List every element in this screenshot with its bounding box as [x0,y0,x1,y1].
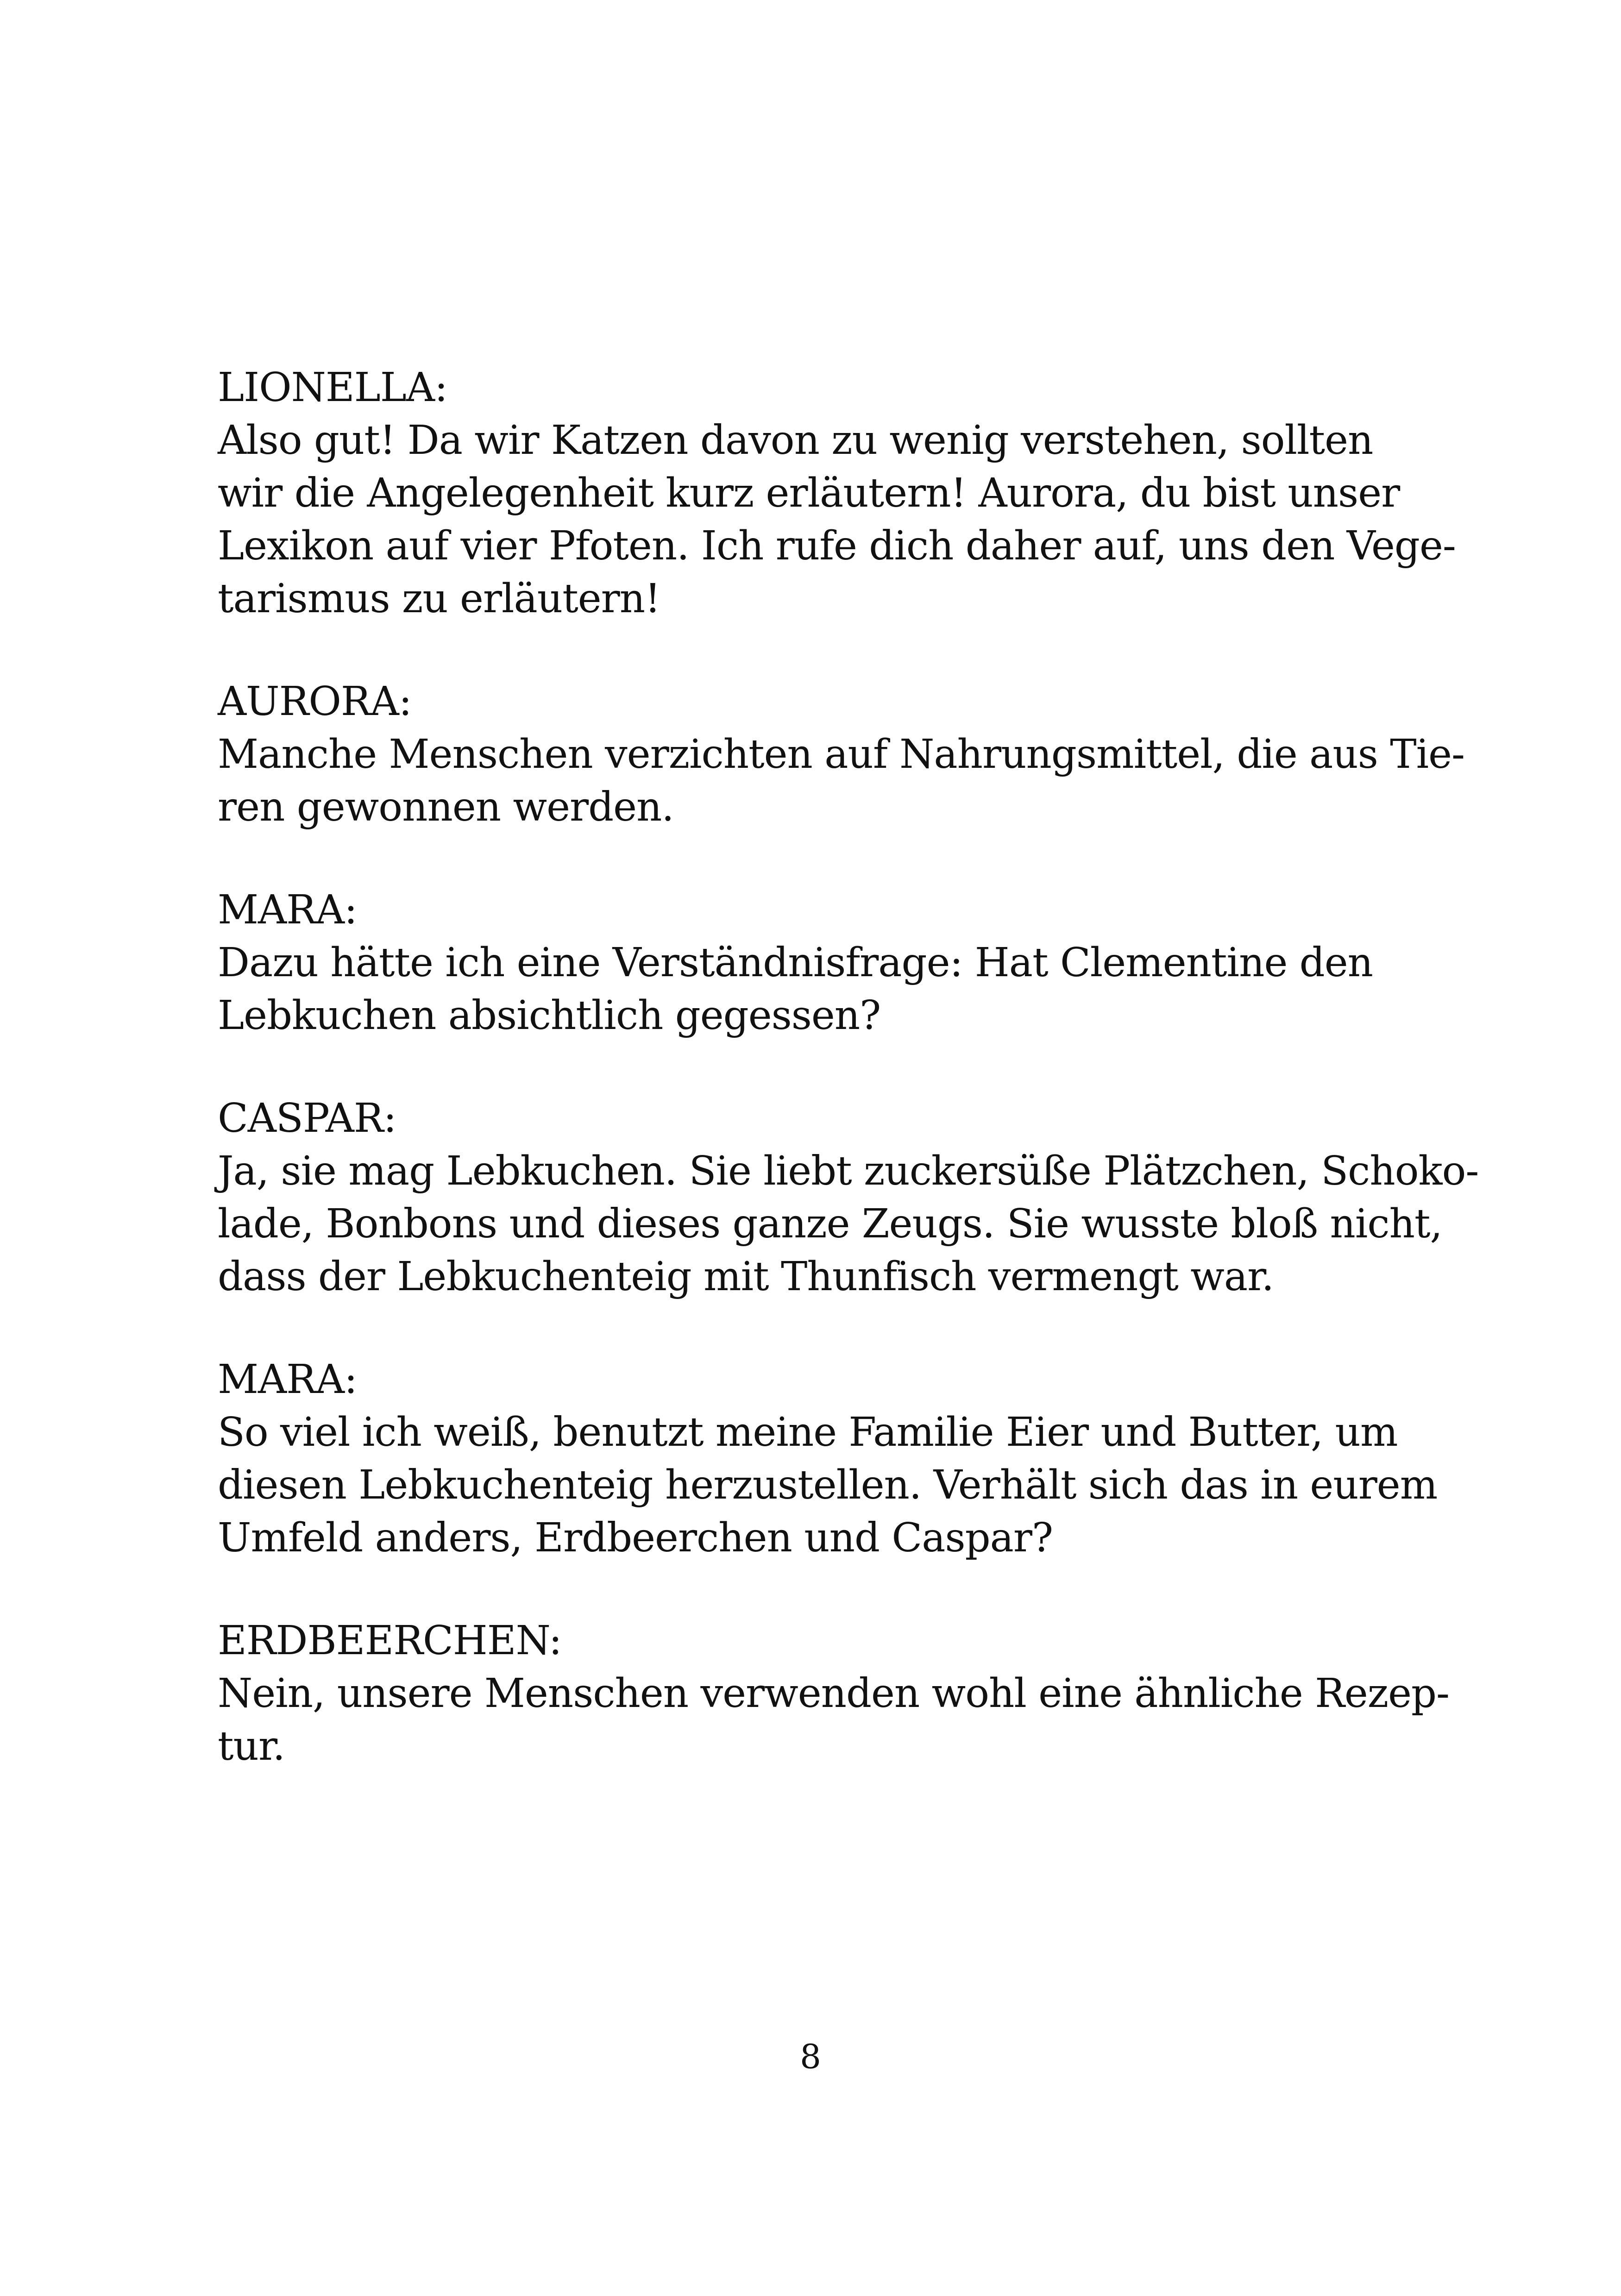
speaker-name: MARA: [218,1356,357,1403]
speaker-name: LIONELLA: [218,364,447,411]
dialogue-block-mara [218,884,1422,1042]
dialogue-body [218,361,1479,1823]
dialogue-line: Ja, sie mag Lebkuchen. Sie liebt zuckersüße Plätzchen, Schoko- [218,1148,1479,1194]
dialogue-line: Nein, unsere Menschen verwenden wohl eine ähnliche Rezep- [218,1670,1450,1717]
speaker-name: AURORA: [218,678,412,725]
dialogue-line: Also gut! Da wir Katzen davon zu wenig verstehen, sollten [218,417,1373,464]
speaker-name: ERDBEERCHEN: [218,1618,562,1664]
dialogue-line: tur. [218,1723,285,1769]
dialogue-line: So viel ich weiß, benutzt meine Familie Eier und Butter, um [218,1409,1398,1455]
speaker-name: MARA: [218,887,357,933]
dialogue-line: dass der Lebkuchenteig mit Thunfisch vermengt war. [218,1254,1274,1300]
dialogue-block-mara-2 [218,1353,1438,1564]
dialogue-line: ren gewonnen werden. [218,784,674,830]
dialogue-line: Lebkuchen absichtlich gegessen? [218,992,881,1039]
dialogue-line: diesen Lebkuchenteig herzustellen. Verhält sich das in eurem [218,1462,1438,1508]
dialogue-line: Lexikon auf vier Pfoten. Ich rufe dich daher auf, uns den Vege- [218,523,1456,569]
page-number: 8 [800,2037,821,2076]
dialogue-block-caspar [218,1092,1479,1303]
dialogue-line: Dazu hätte ich eine Verständnisfrage: Hat Clementine den [218,940,1373,986]
speaker-name: CASPAR: [218,1095,396,1142]
dialogue-line: tarismus zu erläutern! [218,576,660,622]
dialogue-block-erdbeerchen [218,1614,1450,1773]
dialogue-line: Umfeld anders, Erdbeerchen und Caspar? [218,1515,1053,1561]
dialogue-block-lionella [218,361,1456,625]
dialogue-line: lade, Bonbons und dieses ganze Zeugs. Sie wusste bloß nicht, [218,1201,1442,1247]
dialogue-line: wir die Angelegenheit kurz erläutern! Aurora, du bist unser [218,470,1400,516]
dialogue-block-aurora [218,675,1465,834]
dialogue-line: Manche Menschen verzichten auf Nahrungsmittel, die aus Tie- [218,731,1465,778]
